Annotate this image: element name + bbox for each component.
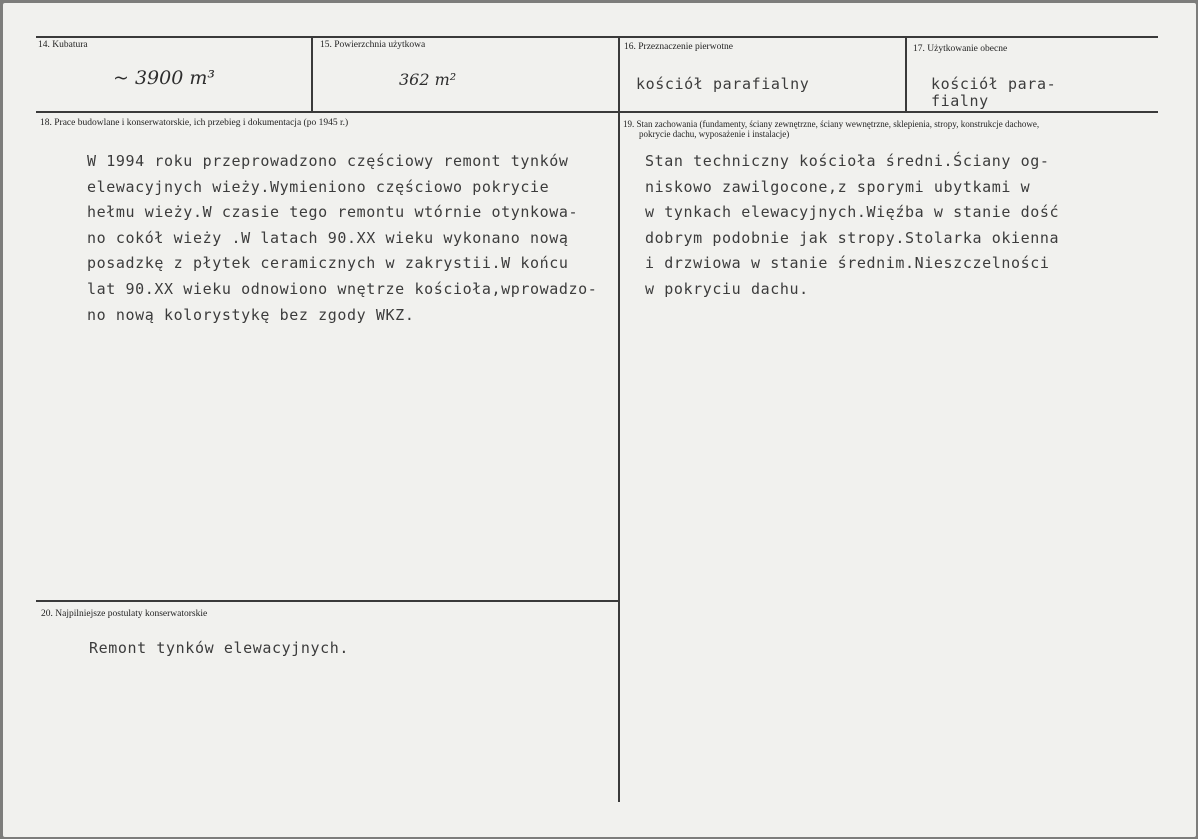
top-rule [36,36,1158,38]
text-line: no nową kolorystykę bez zgody WKZ. [87,305,415,324]
col-divider-main [618,36,620,802]
text-line: no cokół wieży .W latach 90.XX wieku wykonano nową [87,228,569,247]
postulaty-divider [36,600,620,602]
text-line: w tynkach elewacyjnych.Więźba w stanie dość [645,203,1060,222]
text-line: Remont tynków elewacyjnych. [89,639,350,657]
kubatura-value: ~ 3900 m³ [113,67,215,89]
uzytkowanie-value-line: kościół para- [931,75,1057,93]
col-divider-3 [905,36,907,113]
przeznaczenie-value: kościół parafialny [636,75,810,93]
text-line: w pokryciu dachu. [645,280,809,298]
postulaty-label: 20. Najpilniejsze postulaty konserwatorskie [41,609,208,619]
record-card [3,3,1196,837]
uzytkowanie-value-line: fialny [931,92,989,110]
text-line: elewacyjnych wieży.Wymieniono częściowo pokrycie [87,177,550,196]
text-line: niskowo zawilgocone,z sporymi ubytkami w [645,177,1031,196]
przeznaczenie-label: 16. Przeznaczenie pierwotne [624,42,733,52]
stan-label-line: pokrycie dachu, wyposażenie i instalacje) [639,129,790,139]
powierzchnia-value: 362 m² [399,70,457,89]
uzytkowanie-label: 17. Użytkowanie obecne [913,44,1008,54]
col-divider-1 [311,36,313,113]
powierzchnia-label: 15. Powierzchnia użytkowa [320,40,426,50]
text-line: hełmu wieży.W czasie tego remontu wtórnie otynkowa- [87,203,579,222]
text-line: dobrym podobnie jak stropy.Stolarka okienna [645,228,1060,247]
prace-label: 18. Prace budowlane i konserwatorskie, ich przebieg i dokumentacja (po 1945 r.) [40,118,349,128]
text-line: Stan techniczny kościoła średni.Ściany og- [645,152,1050,170]
text-line: i drzwiowa w stanie średnim.Nieszczelności [645,254,1050,273]
text-line: lat 90.XX wieku odnowiono wnętrze kościoła,wprowadzo- [87,280,598,298]
text-line: posadzkę z płytek ceramicznych w zakrystii.W końcu [87,254,569,273]
stan-label-line: 19. Stan zachowania (fundamenty, ściany zewnętrzne, ściany wewnętrzne, sklepienia, stropy, konstrukcje dachowe, [623,119,1040,129]
kubatura-label: 14. Kubatura [38,40,88,50]
row-divider [36,111,1158,113]
text-line: W 1994 roku przeprowadzono częściowy remont tynków [87,152,569,170]
